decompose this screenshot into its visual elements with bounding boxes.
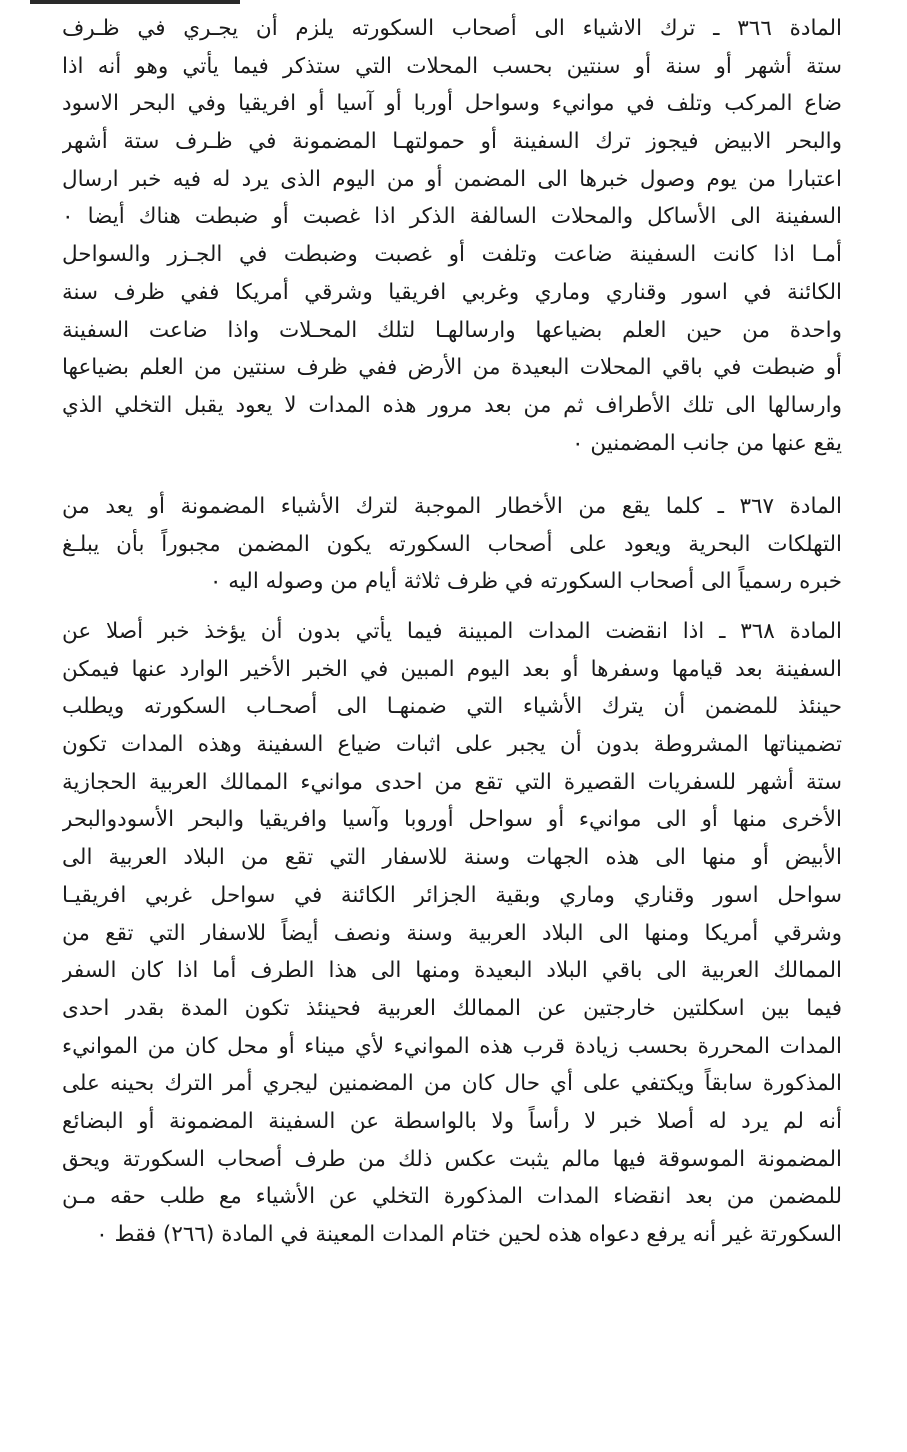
scan-edge-mark	[30, 0, 240, 4]
text-line: المادة ٣٦٦ ـ ترك الاشياء الى أصحاب السكورته يلزم أن يجـري في ظـرف	[62, 16, 842, 41]
text-line: والبحر الابيض فيجوز ترك السفينة أو حمولتهـا المضمونة في ظـرف ستة أشهر	[62, 129, 842, 155]
article-368-paragraph	[62, 613, 842, 1254]
text-line: ستة أشهر أو سنة أو سنتين بحسب المحلات التي ستذكر فيما يأتي وهو أنه اذا	[62, 53, 842, 79]
text-line: واحدة من حين العلم بضياعها وارسالهـا لتلك المحـلات واذا ضاعت السفينة	[62, 317, 842, 343]
text-line: أو ضبطت في باقي المحلات البعيدة من الأرض ففي ظرف سنتين من العلم بضياعها	[62, 355, 842, 381]
text-line: المدات المحررة بحسب زيادة قرب هذه الموانيء لأي ميناء أو محل كان من الموانيء	[62, 1033, 842, 1059]
text-line: حينئذ للمضمن أن يترك الأشياء التي ضمنهـا الى أصحـاب السكورته ويطلب	[62, 694, 842, 720]
text-line: ستة أشهر للسفريات القصيرة التي تقع من احدى موانيء الممالك العربية الحجازية	[62, 769, 842, 795]
text-line: أمـا اذا كانت السفينة ضاعت وتلفت أو غصبت وضبطت في الجـزر والسواحل	[62, 242, 842, 268]
text-line: السفينة الى الأساكل والمحلات السالفة الذكر اذا غصبت أو ضبطت هناك أيضا ٠	[62, 204, 842, 230]
article-366-paragraph	[62, 10, 842, 462]
text-line: الأخرى منها أو الى موانيء أو سواحل أوروبا وآسيا وافريقيا والبحر الأسودوالبحر	[62, 807, 842, 833]
text-line: فيما بين اسكلتين خارجتين عن الممالك العربية فحينئذ تكون المدة بقدر احدى	[62, 995, 842, 1021]
text-line: اعتبارا من يوم وصول خبرها الى المضمن أو من اليوم الذى يرد له فيه خبر ارسال	[62, 166, 842, 192]
text-line: السكورتة غير أنه يرفع دعواه هذه لحين ختام المدات المعينة في المادة (٢٦٦) فقط ٠	[96, 1222, 842, 1247]
text-line: وشرقي أمريكا ومنها الى البلاد العربية وسنة ونصف أيضاً للاسفار التي تقع من	[62, 920, 842, 946]
text-line: المادة ٣٦٧ ـ كلما يقع من الأخطار الموجبة لترك الأشياء المضمونة أو يعد من	[62, 494, 842, 519]
text-line: الممالك العربية الى باقي البلاد البعيدة ومنها الى هذا الطرف أما اذا كان السفر	[62, 958, 842, 984]
text-line: يقع عنها من جانب المضمنين ٠	[571, 430, 842, 456]
article-367-paragraph	[62, 488, 842, 601]
text-line: المذكورة سابقاً ويكتفي على أي حال كان من المضمنين ليجري أمر الترك بحينه على	[62, 1071, 842, 1097]
text-line: سواحل اسور وقناري وماري وبقية الجزائر الكائنة في سواحل غربي افريقيـا	[62, 882, 842, 908]
text-line: للمضمن من بعد انقضاء المدات المذكورة التخلي عن الأشياء مع طلب حقه مـن	[62, 1184, 842, 1210]
text-line: المضمونة الموسوقة فيها مالم يثبت عكس ذلك من طرف أصحاب السكورتة ويحق	[62, 1146, 842, 1172]
blank-page-margin	[0, 1290, 907, 1452]
text-line: ضاع المركب وتلف في موانيء وسواحل أوربا أو آسيا أو افريقيا وفي البحر الاسود	[62, 91, 842, 117]
text-line: المادة ٣٦٨ ـ اذا انقضت المدات المبينة فيما يأتي بدون أن يؤخذ خبر أصلا عن	[62, 619, 842, 644]
text-line: التهلكات البحرية ويعود على أصحاب السكورته يكون المضمن مجبوراً بأن يبلـغ	[62, 531, 842, 557]
text-line: السفينة بعد قيامها وسفرها أو بعد اليوم المبين في الخبر الأخير الوارد عنها فيمكن	[62, 656, 842, 682]
text-line: خبره رسمياً الى أصحاب السكورته في ظرف ثلاثة أيام من وصوله اليه ٠	[209, 569, 842, 595]
text-line: تضميناتها المشروطة بدون أن يجبر على اثبات ضياع السفينة وهذه المدات تكون	[62, 732, 842, 758]
text-line: الأبيض أو منها الى هذه الجهات وسنة للاسفار التي تقع من البلاد العربية الى	[62, 845, 842, 871]
text-line: أنه لم يرد له أصلا خبر لا رأساً ولا بالواسطة عن السفينة المضمونة أو البضائع	[62, 1108, 842, 1134]
text-line: وارسالها الى تلك الأطراف ثم من بعد مرور هذه المدات لا يعود يقبل التخلي الذي	[62, 392, 842, 418]
text-line: الكائنة في اسور وقناري وماري وغربي افريقيا وشرقي أمريكا ففي ظرف سنة	[62, 279, 842, 305]
